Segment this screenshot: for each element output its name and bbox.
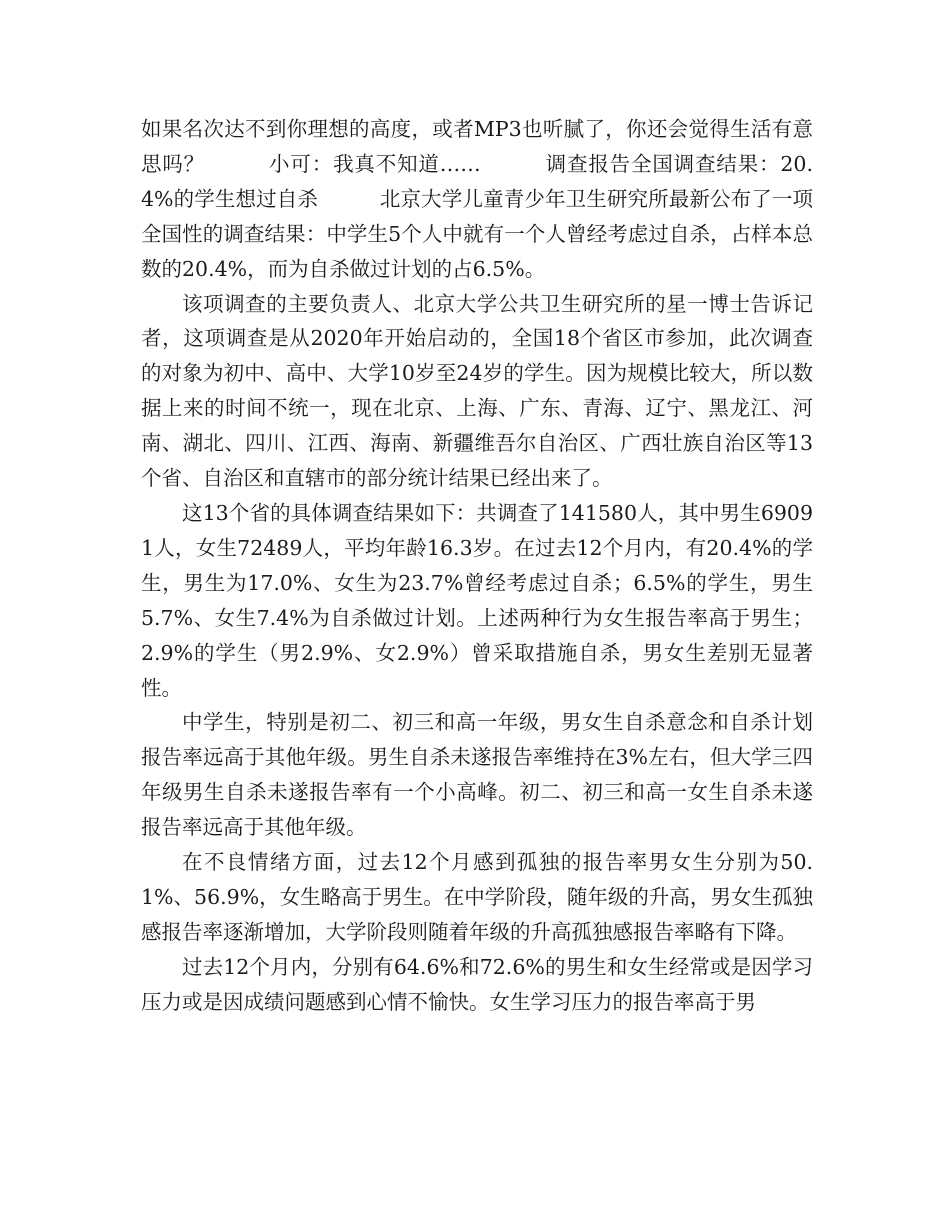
document-body [141,112,813,1020]
paragraph-loneliness: 在不良情绪方面，过去12个月感到孤独的报告率男女生分别为50.1%、56.9%，女生略高于男生。在中学阶段，随年级的升高，男女生孤独感报告率逐渐增加，大学阶段则随着年级的升高孤独感报告率略有下降。 [141,850,813,944]
paragraph-study-pressure: 过去12个月内，分别有64.6%和72.6%的男生和女生经常或是因学习压力或是因成绩问题感到心情不愉快。女生学习压力的报告率高于男 [141,954,813,1014]
paragraph-intro: 如果名次达不到你理想的高度，或者MP3也听腻了，你还会觉得生活有意思吗？ 小可：我真不知道…… 调查报告全国调查结果：20.4%的学生想过自杀 北京大学儿童青少年卫生研究所最新公布了一项全国性的调查结果：中学生5个人中就有一个人曾经考虑过自杀，占样本总数的20.4%，而为自杀做过计划的占6.5%。 [141,117,813,281]
paragraph-survey-results: 这13个省的具体调查结果如下：共调查了141580人，其中男生69091人，女生72489人，平均年龄16.3岁。在过去12个月内，有20.4%的学生，男生为17.0%、女生为23.7%曾经考虑过自杀；6.5%的学生，男生5.7%、女生7.4%为自杀做过计划。上述两种行为女生报告率高于男生；2.9%的学生（男2.9%、女2.9%）曾采取措施自杀，男女生差别无显著性。 [141,500,813,700]
paragraph-grade-differences: 中学生，特别是初二、初三和高一年级，男女生自杀意念和自杀计划报告率远高于其他年级。男生自杀未遂报告率维持在3%左右，但大学三四年级男生自杀未遂报告率有一个小高峰。初二、初三和高一女生自杀未遂报告率远高于其他年级。 [141,710,813,840]
paragraph-survey-background: 该项调查的主要负责人、北京大学公共卫生研究所的星一博士告诉记者，这项调查是从2020年开始启动的，全国18个省区市参加，此次调查的对象为初中、高中、大学10岁至24岁的学生。因为规模比较大，所以数据上来的时间不统一，现在北京、上海、广东、青海、辽宁、黑龙江、河南、湖北、四川、江西、海南、新疆维吾尔自治区、广西壮族自治区等13个省、自治区和直辖市的部分统计结果已经出来了。 [141,291,813,491]
